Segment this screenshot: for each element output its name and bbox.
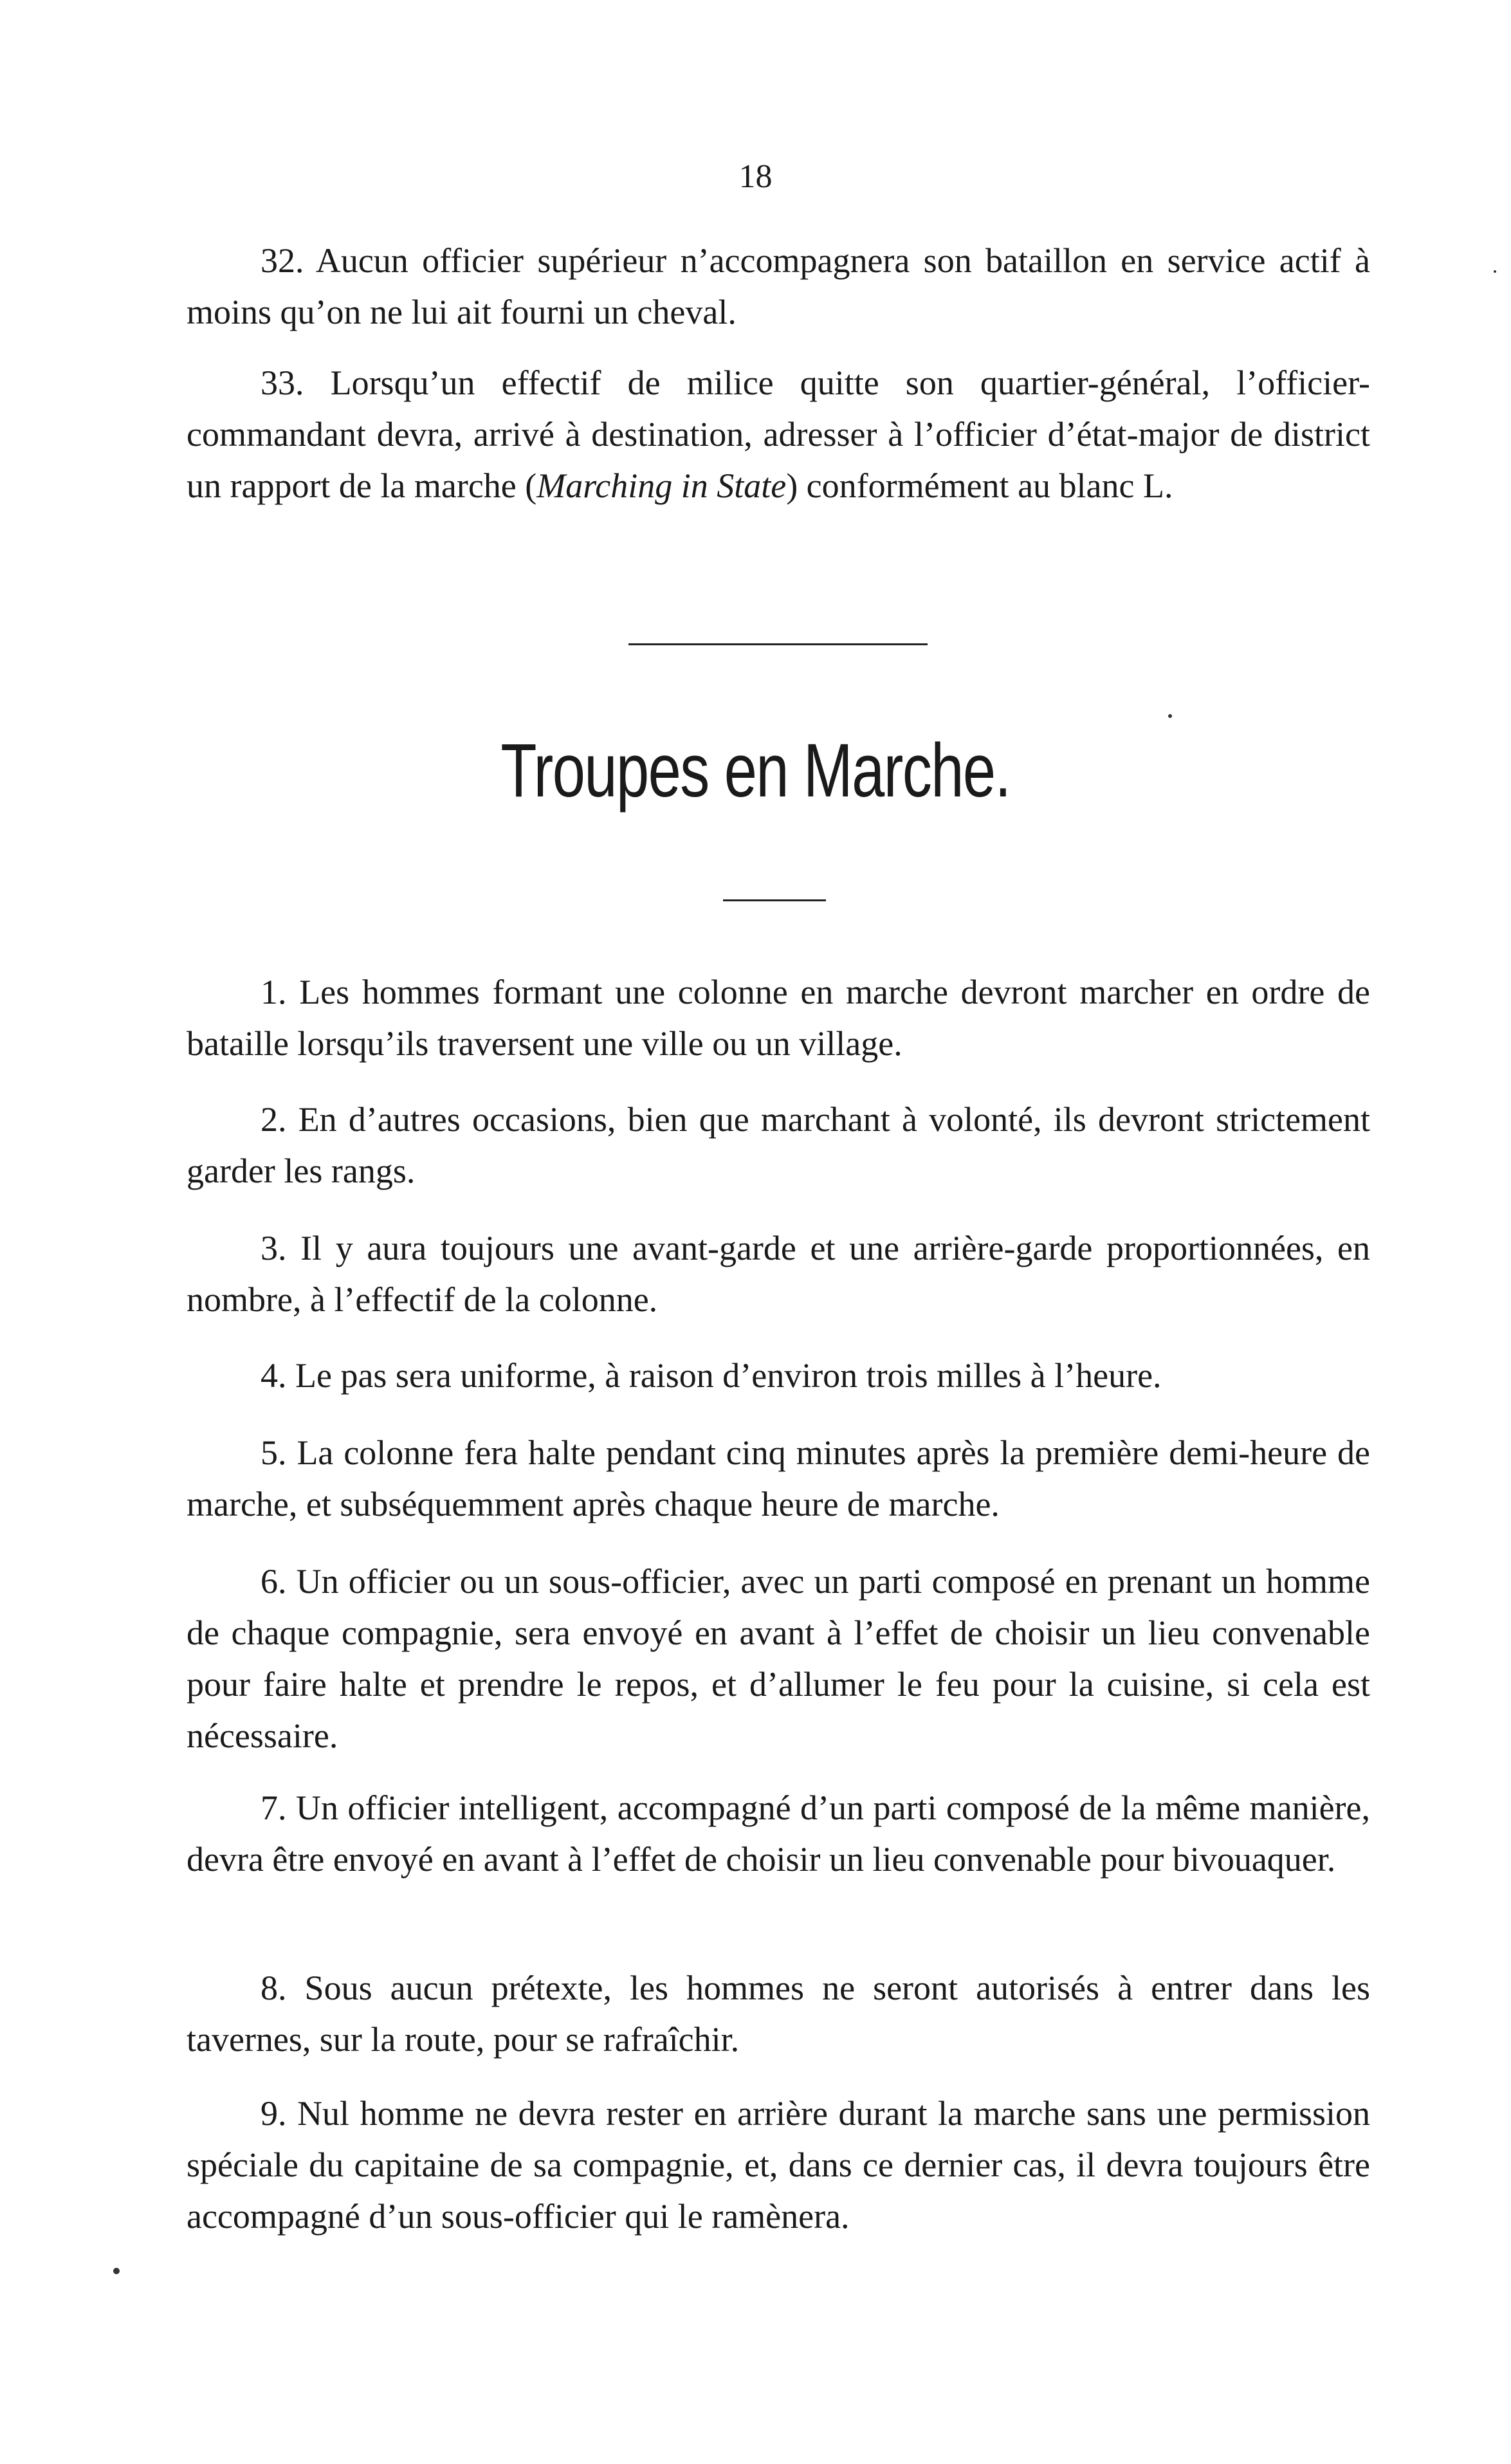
article-9 (187, 2088, 1370, 2242)
article-number: 5. (261, 1433, 287, 1472)
article-text: La colonne fera halte pendant cinq minutes après la première demi-heure de marche, et subséquemment après chaque heure de marche. (187, 1433, 1370, 1523)
article-number: 6. (261, 1562, 287, 1601)
article-text: Nul homme ne devra rester en arrière durant la marche sans une permission spéciale du capitaine de sa compagnie, et, dans ce dernier cas, il devra toujours être accompagné d’un sous-officier qui le ramènera. (187, 2094, 1371, 2236)
article-number: 1. (261, 973, 287, 1011)
article-number: 8. (261, 1969, 287, 2007)
article-number: 4. (261, 1356, 287, 1395)
article-number: 9. (261, 2094, 287, 2133)
paragraph-text: Lorsqu’un effectif de milice quitte son quartier-général, l’officier-commandant devra, arrivé à destination, adresser à l’officier d’état-major de district un rapport de la marche ( (187, 363, 1370, 505)
article-text: En d’autres occasions, bien que marchant à volonté, ils devront strictement garder les rangs. (187, 1100, 1371, 1190)
paragraph-text: Aucun officier supérieur n’accompagnera son bataillon en service actif à moins qu’on ne lui ait fourni un cheval. (187, 241, 1370, 331)
article-text: Sous aucun prétexte, les hommes ne seront autorisés à entrer dans les tavernes, sur la route, pour se rafraîchir. (187, 1969, 1371, 2059)
page-number: 18 (738, 158, 773, 195)
article-8 (187, 1962, 1370, 2065)
article-text: Les hommes formant une colonne en marche devront marcher en ordre de bataille lorsqu’ils traversent une ville ou un village. (187, 973, 1370, 1063)
paragraph-33 (187, 357, 1370, 511)
paper-speck (1168, 714, 1172, 718)
article-6 (187, 1556, 1370, 1761)
article-5 (187, 1427, 1370, 1530)
article-number: 3. (261, 1229, 287, 1267)
article-4 (187, 1350, 1370, 1401)
paragraph-number: 32. (261, 241, 304, 280)
article-2 (187, 1094, 1370, 1197)
paragraph-number: 33. (261, 363, 304, 402)
section-divider (628, 643, 928, 645)
article-7 (187, 1782, 1370, 1885)
paper-speck (113, 2268, 120, 2274)
article-text: Le pas sera uniforme, à raison d’environ trois milles à l’heure. (295, 1356, 1162, 1395)
article-1 (187, 966, 1370, 1069)
article-number: 7. (261, 1788, 287, 1827)
title-underline (723, 899, 826, 901)
italic-term: Marching in State (536, 466, 787, 505)
article-text: Un officier intelligent, accompagné d’un parti composé de la même manière, devra être envoyé en avant à l’effet de choisir un lieu convenable pour bivouaquer. (187, 1788, 1370, 1879)
article-text: Un officier ou un sous-officier, avec un parti composé en prenant un homme de chaque compagnie, sera envoyé en avant à l’effet de choisir un lieu convenable pour faire halte et prendre le repos, et d’allumer le feu pour la cuisine, si cela est nécessaire. (187, 1562, 1371, 1755)
article-number: 2. (261, 1100, 287, 1139)
section-title: Troupes en Marche. (500, 728, 1011, 813)
article-text: Il y aura toujours une avant-garde et une arrière-garde proportionnées, en nombre, à l’effectif de la colonne. (187, 1229, 1370, 1319)
paragraph-text-end: ) conformément au blanc L. (786, 466, 1173, 505)
article-3 (187, 1222, 1370, 1325)
paragraph-32 (187, 235, 1370, 338)
paper-speck (1494, 270, 1496, 273)
